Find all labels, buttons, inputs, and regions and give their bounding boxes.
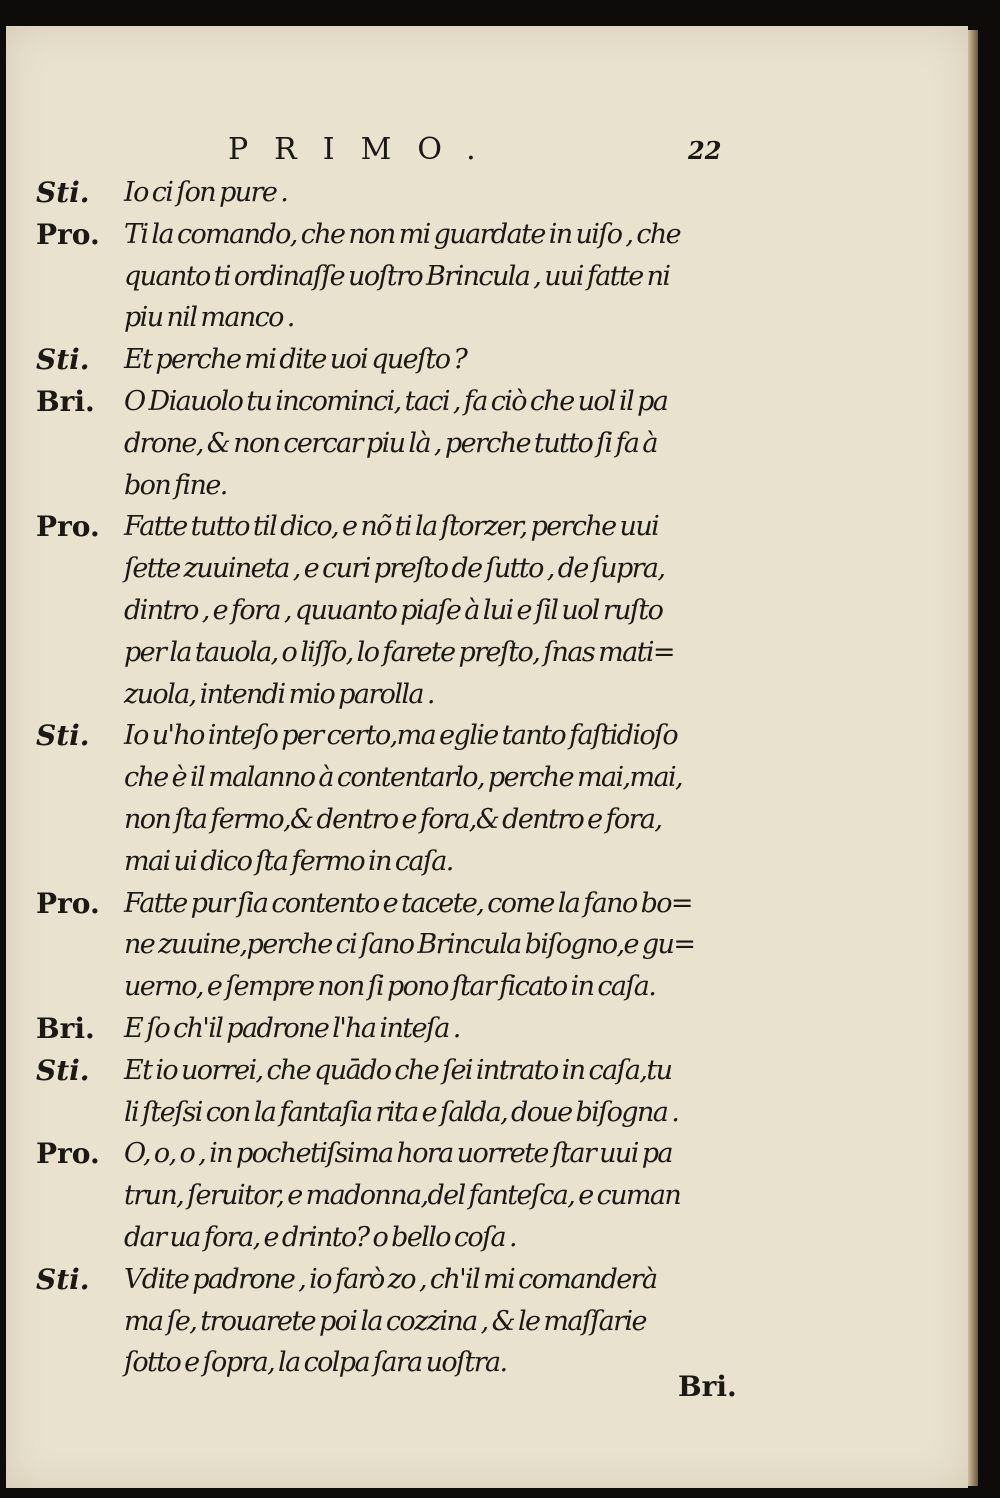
speaker-label: Sti. [36,719,90,753]
text-line: Vdite padrone , io farò zo , ch'il mi comanderà [124,1263,657,1295]
speech-10 [36,1133,776,1258]
catchword: Bri. [678,1370,737,1403]
speech-8 [36,1008,776,1050]
speech-6 [36,715,776,882]
speech-9 [36,1050,776,1134]
speaker-label: Pro. [36,1137,100,1171]
text-line: quanto ti ordinaſſe uoſtro Brincula , uui fatte ni [124,260,670,292]
text-line: per la tauola, o liſſo, lo farete preſto, ſnas mati= [124,636,674,668]
speech-7 [36,883,776,1008]
text-line: che è il malanno à contentarlo, perche mai,mai, [124,762,682,794]
speech-2 [36,214,776,339]
text-line: Ti la comando, che non mi guardate in uiſo , che [124,218,681,250]
text-line: O, o, o , in pochetiſsima hora uorrete ſtar uui pa [124,1138,672,1170]
text-line: ſotto e ſopra, la colpa ſara uoſtra. [124,1347,507,1379]
dialogue-text [36,172,776,1384]
speaker-label: Pro. [36,510,100,544]
text-line: dar ua fora, e drinto? o bello coſa . [124,1221,516,1253]
text-line: uerno, e ſempre non ſi pono ſtar ficato in caſa. [124,971,656,1003]
text-line: li ſteſsi con la fantaſia rita e ſalda, doue biſogna . [124,1096,679,1128]
text-line: Io u'ho inteſo per certo,ma eglie tanto faſtidioſo [124,720,678,752]
text-line: Fatte tutto til dico, e nõ ti la ſtorzer, perche uui [124,511,659,543]
speech-4 [36,381,776,506]
text-line: trun, ſeruitor, e madonna,del fanteſca, e cuman [124,1180,681,1212]
speech-11 [36,1259,776,1384]
text-line: Et io uorrei, che quādo che ſei intrato in caſa,tu [124,1054,672,1086]
text-line: bon fine. [124,469,227,501]
speaker-label: Sti. [36,1053,90,1087]
text-line: dintro , e fora , quuanto piaſe à lui e ſil uol ruſto [124,594,663,626]
text-line: Fatte pur ſia contento e tacete, come la fano bo= [124,887,692,919]
speaker-label: Bri. [36,384,95,418]
speech-3 [36,339,776,381]
text-line: piu nil manco . [124,302,294,334]
speaker-label: Sti. [36,1262,90,1296]
speech-5 [36,506,776,715]
text-line: ſette zuuineta , e curi preſto de ſutto , de ſupra, [124,553,665,585]
text-line: zuola, intendi mio parolla . [124,678,434,710]
page-number: 22 [688,136,722,165]
text-line: E ſo ch'il padrone l'ha inteſa . [124,1012,460,1044]
speaker-label: Pro. [36,886,100,920]
page-edge-shadow [968,30,978,1486]
text-line: non ſta fermo,& dentro e fora,& dentro e fora, [124,803,662,835]
running-head: PRIMO. [228,132,502,167]
text-line: mai ui dico ſta fermo in caſa. [124,845,453,877]
text-line: Et perche mi dite uoi queſto ? [124,344,467,376]
speaker-label: Sti. [36,343,90,377]
book-page [6,26,968,1488]
page-header [6,132,968,172]
speaker-label: Sti. [36,176,90,209]
text-line: ne zuuine,perche ci ſano Brincula biſogno,e gu= [124,929,695,961]
text-line: O Diauolo tu incominci, taci , fa ciò che uol il pa [124,385,668,417]
text-line: Io ci ſon pure . [124,177,288,208]
speech-1 [36,172,776,214]
speaker-label: Pro. [36,217,100,251]
text-line: drone, & non cercar piu là , perche tutto ſi fa à [124,427,657,459]
text-line: ma ſe, trouarete poi la cozzina , & le maſſarie [124,1305,646,1337]
speaker-label: Bri. [36,1011,95,1045]
